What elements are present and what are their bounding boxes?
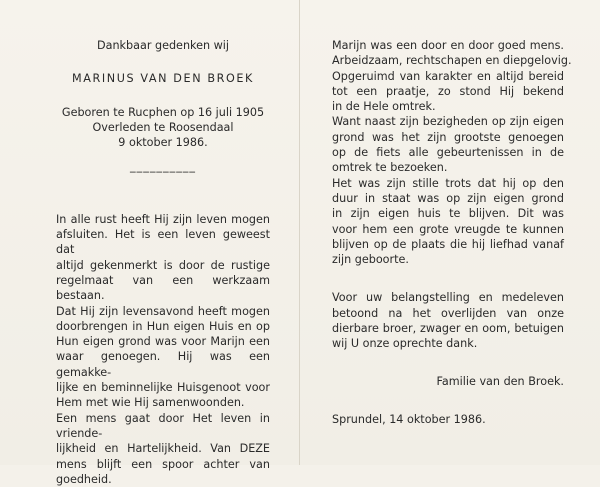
body-line: Dat Hij zijn levensavond heeft mogen	[56, 304, 270, 318]
body-line: tot een praatje, zo stond Hij bekend	[332, 84, 564, 98]
signature: Familie van den Broek.	[436, 374, 564, 388]
body-line: betoond na het overlijden van onze	[332, 306, 564, 320]
body-line: in de Hele omtrek.	[332, 100, 436, 114]
deceased-name: MARINUS VAN DEN BROEK	[72, 72, 254, 86]
right-body-1	[332, 38, 572, 267]
body-line: grond was het zijn grootste genoegen	[332, 130, 564, 144]
heading: Dankbaar gedenken wij	[96, 39, 230, 52]
body-line: op de fiets alle gebeurtenissen in de	[332, 146, 564, 160]
body-line: afsluiten. Het is een leven geweest dat	[56, 228, 270, 257]
body-line: regelmaat van een werkzaam bestaan.	[56, 273, 270, 303]
body-line: blijven op de plaats die hij liefhad vanaf	[332, 237, 564, 251]
body-line: Het was zijn stille trots dat hij op den	[332, 176, 564, 190]
left-body	[56, 212, 270, 487]
body-line: wij U onze oprechte dank.	[332, 337, 478, 351]
born-line: Geboren te Rucphen op 16 juli 1905	[61, 105, 265, 119]
body-line: Opgeruimd van karakter en altijd bereid	[332, 69, 564, 83]
died-line: Overleden te Roosendaal	[92, 120, 234, 134]
fold-line	[299, 0, 300, 465]
body-line: in zijn eigen huis te blijven. Dit was	[332, 207, 564, 221]
right-panel	[332, 38, 572, 427]
body-line: Voor uw belangstelling en medeleven	[332, 291, 564, 305]
body-line: Hun eigen grond was voor Marijn een	[56, 335, 270, 349]
body-line: lijkheid en Hartelijkheid. Van DEZE	[56, 442, 270, 456]
body-line: mens blijft een spoor achter van goedheid.	[56, 457, 270, 486]
body-line: altijd gekenmerkt is door de rustige	[56, 258, 270, 272]
body-line: doorbrengen in Hun eigen Huis en op	[56, 319, 270, 333]
body-line: dierbare broer, zwager en oom, betuigen	[332, 322, 564, 336]
body-line: omtrek te bezoeken.	[332, 161, 448, 175]
body-line: Een mens gaat door Het leven in vriende-	[56, 411, 270, 440]
body-line: zijn geboorte.	[332, 253, 409, 267]
body-line: Want naast zijn bezigheden op zijn eigen	[332, 115, 564, 129]
died-date: 9 oktober 1986.	[118, 136, 208, 150]
body-line: Arbeidzaam, rechtschapen en diepgelovig.	[332, 54, 572, 68]
right-body-2	[332, 290, 564, 351]
body-line: duur in staat was op zijn eigen grond	[332, 191, 564, 205]
body-line: waar genoegen. Hij was een gemakke-	[56, 350, 270, 379]
body-line: lijke en beminnelijke Huisgenoot voor	[56, 381, 270, 395]
body-line: voor hem een grote vreugde te kunnen	[332, 222, 564, 236]
body-line: In alle rust heeft Hij zijn leven mogen	[56, 212, 270, 226]
left-panel	[56, 38, 270, 487]
body-line: Marijn was een door en door goed mens.	[332, 39, 564, 52]
body-line: Hem met wie Hij samenwoonden.	[56, 396, 245, 410]
divider: __________	[130, 160, 196, 174]
place-date: Sprundel, 14 oktober 1986.	[332, 412, 486, 426]
